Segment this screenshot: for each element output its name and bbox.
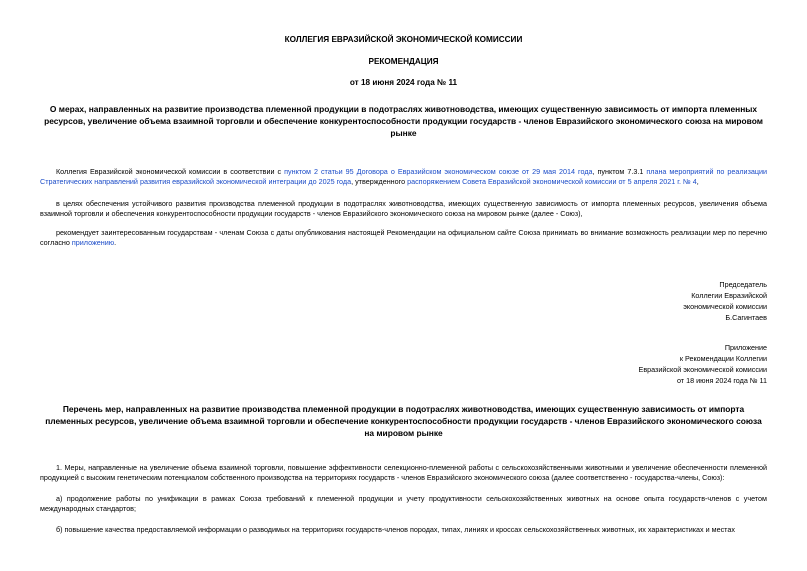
signature-block <box>683 279 767 324</box>
list-title: Перечень мер, направленных на развитие производства племенной продукции в подотраслях животноводства, имеющих существенную зависимость от импорта племенных ресурсов, увеличение объема взаимной торговли и обеспечение конкурентоспособности продукции государств - членов Евразийского экономического союза на мировом рынке <box>45 404 762 438</box>
preamble-paragraph-3 <box>40 228 767 249</box>
preamble-text: , утвержденного <box>351 177 408 187</box>
signature-line: экономической комиссии <box>683 302 767 312</box>
signature-line: Коллегии Евразийской <box>691 291 767 301</box>
preamble-text: . <box>114 238 117 248</box>
link-treaty-article[interactable]: пунктом 2 статьи 95 Договора о Евразийском экономическом союзе от 29 мая 2014 года <box>284 167 593 176</box>
preamble-text: Коллегия Евразийской экономической комиссии в соответствии с <box>56 167 285 176</box>
preamble-text: , пунктом 7.3.1 <box>592 167 647 176</box>
link-appendix[interactable]: приложению <box>71 238 115 248</box>
appendix-line: Приложение <box>724 343 767 352</box>
preamble-text: рекомендует заинтересованным государствам - членам Союза с даты опубликования настоящей Рекомендации на официальном сайте Союза принимать во внимание возможность реализации мер по перечню согласно <box>40 228 767 248</box>
appendix-line: Евразийской экономической комиссии <box>638 365 767 375</box>
list-item-1: 1. Меры, направленные на увеличение объема взаимной торговли, повышение эффективности селекционно-племенной работы с сельскохозяйственными животными и увеличение обеспеченности племенной продукцией с высоким генетическим потенциалом собственного производства на территориях государств - членов Евразийского экономического союза (далее соответственно - государства-члены, Союз): <box>40 463 767 483</box>
signature-line: Председатель <box>719 280 767 289</box>
document-title: О мерах, направленных на развитие производства племенной продукции в подотраслях животноводства, имеющих существенную зависимость от импорта племенных ресурсов, увеличение объема взаимной торговли и обеспечение конкурентоспособности продукции государств - членов Евразийского экономического союза на мировом рынке <box>44 104 763 138</box>
list-item-1a: а) продолжение работы по унификации в рамках Союза требований к племенной продукции и учету продуктивности сельскохозяйственных животных на основе опыта государств-членов с учетом международных стандартов; <box>40 494 767 514</box>
appendix-reference <box>639 342 767 387</box>
link-council-order[interactable]: распоряжением Совета Евразийской экономической комиссии от 5 апреля 2021 г. № 4 <box>407 177 697 187</box>
link-action-plan[interactable]: плана мероприятий по реализации Стратегических направлений развития евразийской экономической интеграции до 2025 года <box>40 167 768 187</box>
preamble-text: , <box>696 177 699 187</box>
appendix-line: от 18 июня 2024 года № 11 <box>676 376 767 386</box>
signatory-name: Б.Сагинтаев <box>725 313 767 323</box>
org-name: КОЛЛЕГИЯ ЕВРАЗИЙСКОЙ ЭКОНОМИЧЕСКОЙ КОМИССИИ <box>284 35 523 44</box>
doc-type: РЕКОМЕНДАЦИЯ <box>368 57 439 66</box>
appendix-line: к Рекомендации Коллегии <box>679 354 767 364</box>
preamble-paragraph-2: в целях обеспечения устойчивого развития производства племенной продукции в подотраслях животноводства, имеющих существенную зависимость от импорта племенных ресурсов, увеличения объема взаимной торговли и обеспечения конкурентоспособности продукции государств - членов Евразийского экономического союза на мировом рынке (далее - Союз), <box>40 199 767 219</box>
list-item-1b: б) повышение качества предоставляемой информации о разводимых на территориях государств-членов породах, типах, линиях и кроссах сельскохозяйственных животных, их характеристиках и местах <box>56 525 735 534</box>
doc-date-number: от 18 июня 2024 года № 11 <box>349 78 458 87</box>
preamble-paragraph-1 <box>40 167 767 188</box>
